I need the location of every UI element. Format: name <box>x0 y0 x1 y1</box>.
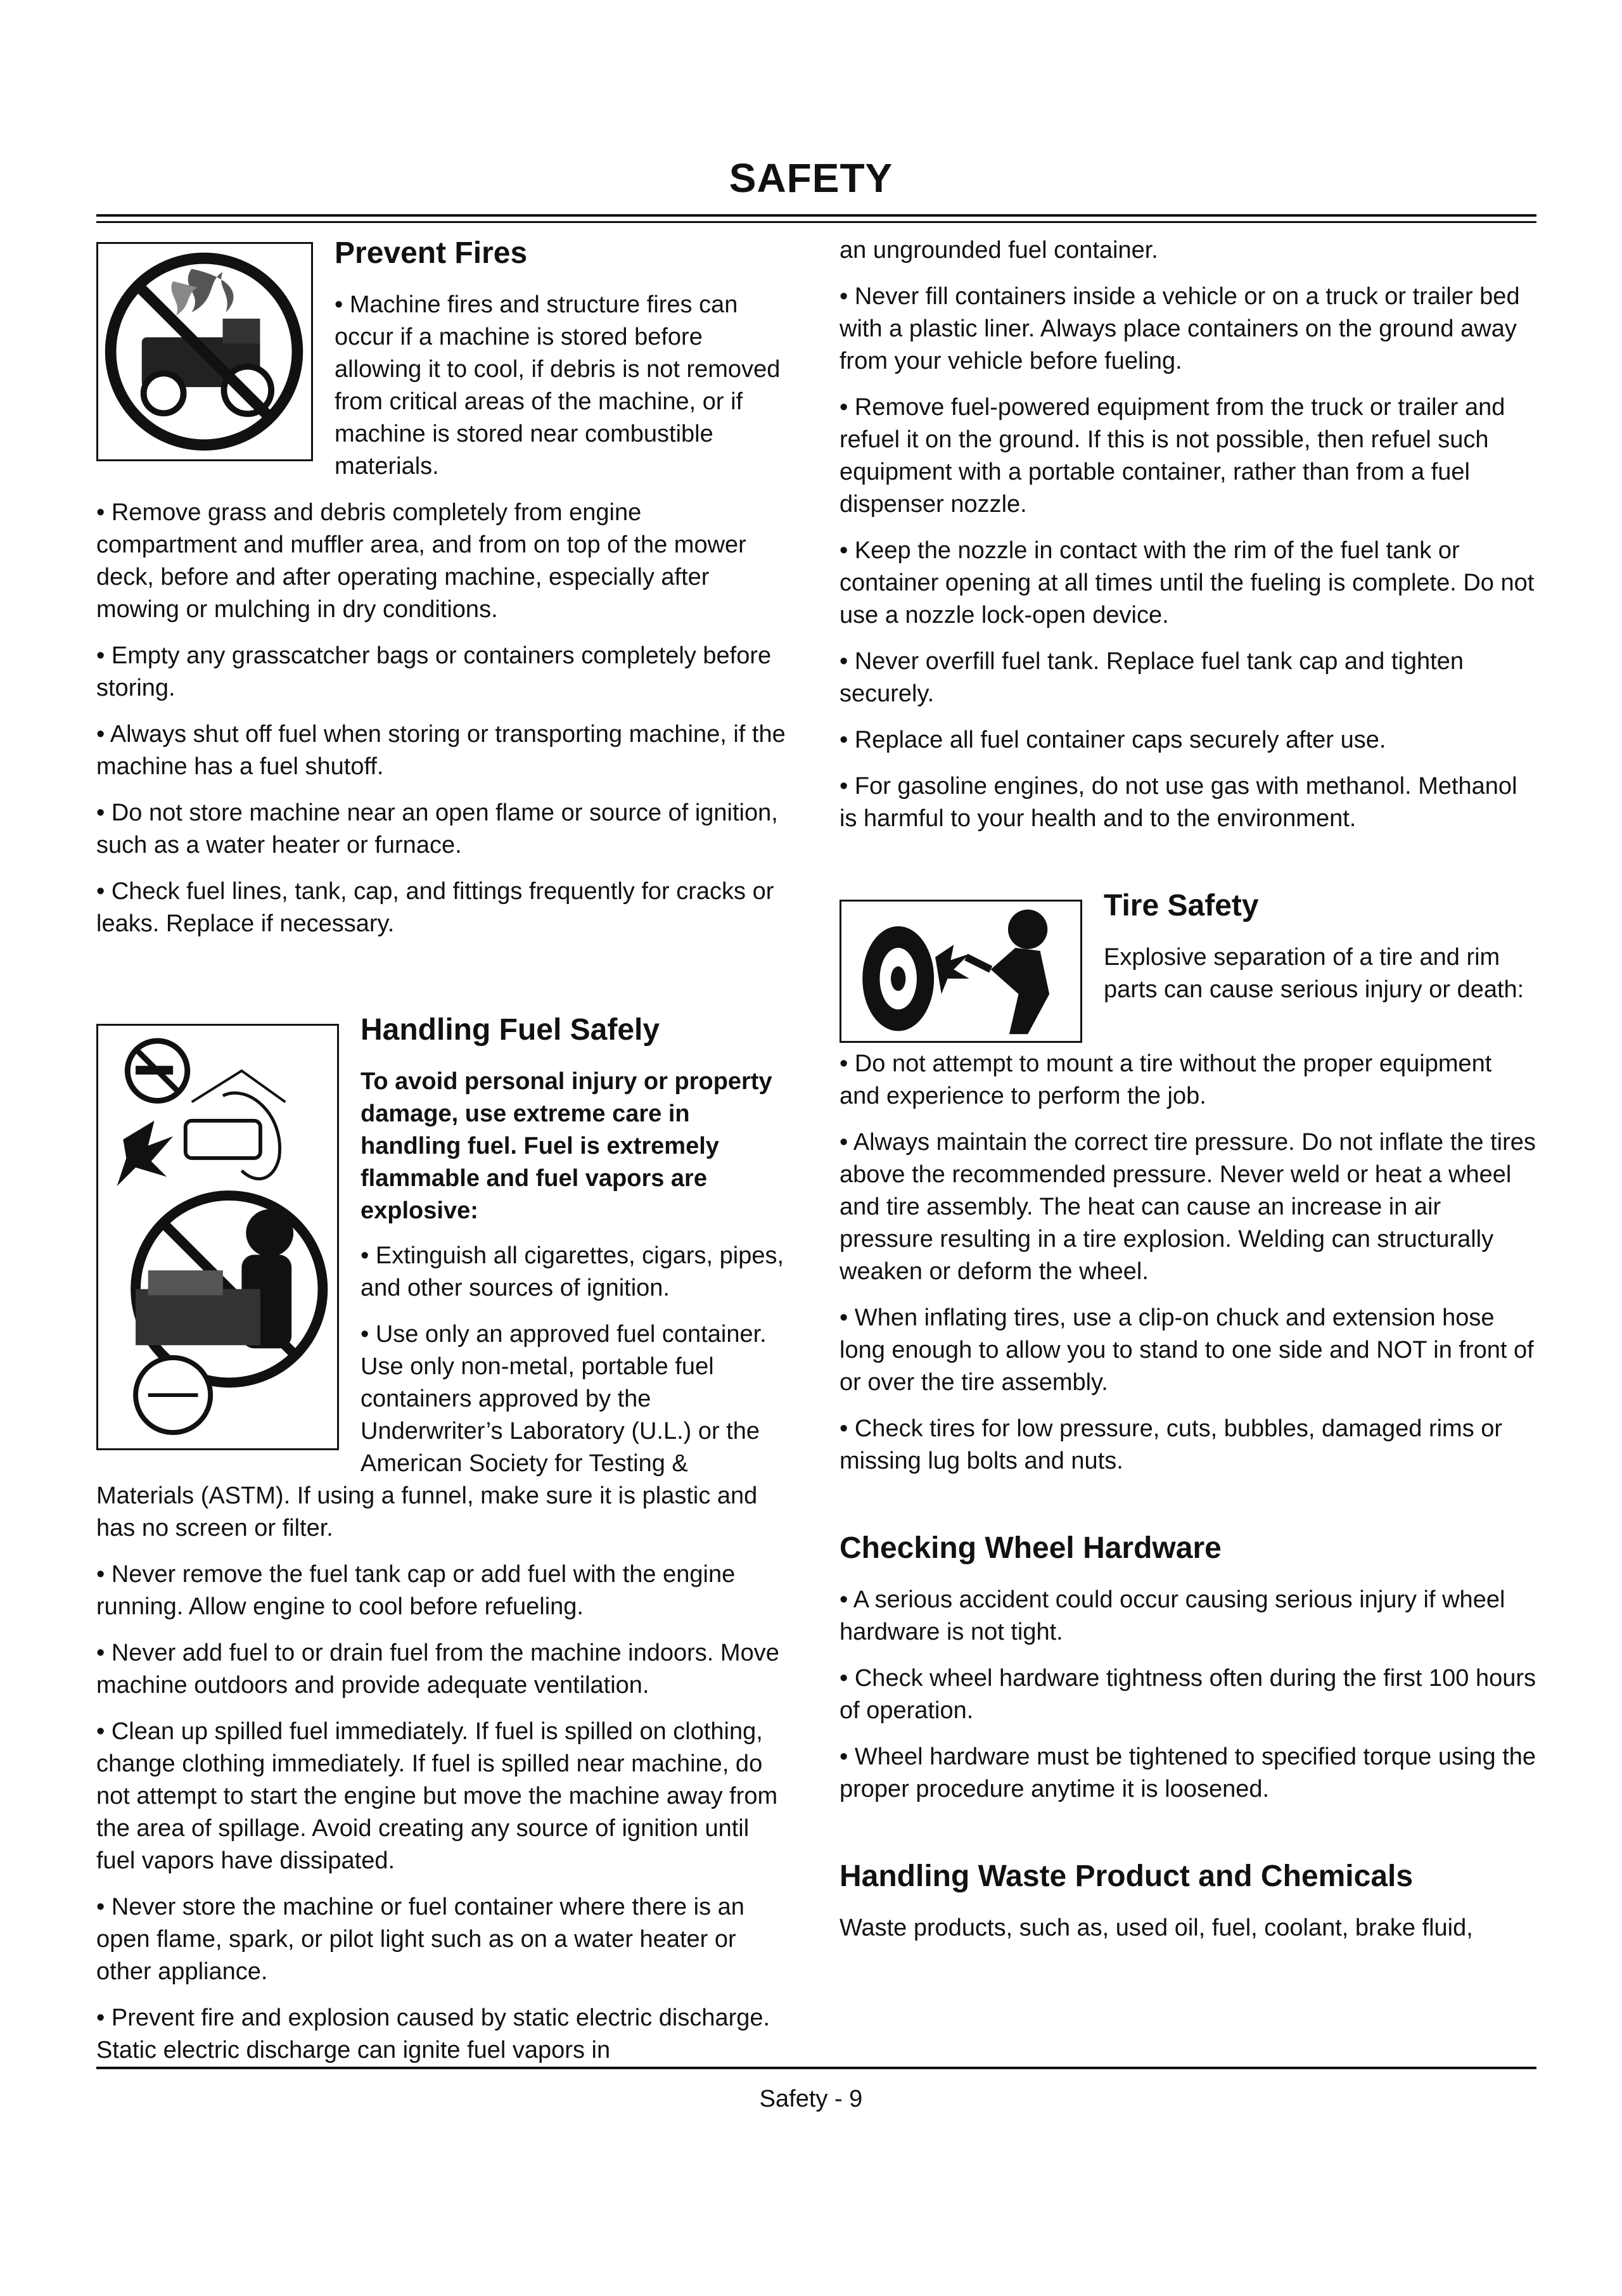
handling-fuel-bullet: • Extinguish all cigarettes, cigars, pipes, and other sources of ignition. <box>361 1242 784 1301</box>
handling-fuel-bullet: • Never store the machine or fuel container where there is an open flame, spark, or pilot light such as on a water heater or other appliance. <box>96 1894 744 1985</box>
no-fire-mower-illustration <box>96 242 313 461</box>
handling-fuel-bullet: • Prevent fire and explosion caused by static electric discharge. Static electric discharge can ignite fuel vapors in <box>96 2005 770 2063</box>
no-fire-icon <box>98 244 311 459</box>
handling-fuel-bullet: • Never add fuel to or drain fuel from the machine indoors. Move machine outdoors and provide adequate ventilation. <box>96 1640 779 1699</box>
prevent-fires-bullet: • Empty any grasscatcher bags or containers completely before storing. <box>96 642 772 701</box>
tire-safety-bullet: • Always maintain the correct tire pressure. Do not inflate the tires above the recommended pressure. Never weld or heat a wheel and tire assembly. The heat can cause an increase in air pressure resulting in a tire explosion. Welding can structurally weaken or deform the wheel. <box>840 1129 1536 1285</box>
wheel-hardware-bullet: • A serious accident could occur causing serious injury if wheel hardware is not tight. <box>840 1586 1505 1645</box>
fuel-continued-bullet: • Remove fuel-powered equipment from the truck or trailer and refuel it on the ground. If this is not possible, then refuel such equipment with a portable container, rather than from a fuel dispenser nozzle. <box>840 394 1505 518</box>
wheel-hardware-bullet: • Wheel hardware must be tightened to specified torque using the proper procedure anytime it is loosened. <box>840 1744 1536 1802</box>
page-title: SAFETY <box>729 155 893 201</box>
waste-heading: Handling Waste Product and Chemicals <box>840 1859 1414 1893</box>
handling-fuel-heading: Handling Fuel Safely <box>361 1013 660 1047</box>
fuel-continued-bullet: • Never overfill fuel tank. Replace fuel tank cap and tighten securely. <box>840 648 1464 707</box>
tire-explosion-icon <box>841 902 1080 1041</box>
tire-safety-bullet: • When inflating tires, use a clip-on chuck and extension hose long enough to allow you to stand to one side and NOT in front of or over the tire assembly. <box>840 1304 1534 1396</box>
prevent-fires-bullet: • Always shut off fuel when storing or transporting machine, if the machine has a fuel shutoff. <box>96 721 786 780</box>
header-rule-secondary <box>96 221 1536 223</box>
fuel-safety-illustration <box>96 1024 339 1450</box>
fuel-continued-text: an ungrounded fuel container. <box>840 237 1158 264</box>
fuel-continued-bullet: • Replace all fuel container caps securely after use. <box>840 727 1386 753</box>
handling-fuel-bullet: • Use only an approved fuel container. Use only non-metal, portable fuel containers approved by the Underwriter’s Laboratory (U.L.) or the American Society for Testing & Materials (ASTM). If using a funnel, make sure it is plastic and has no screen or filter. <box>96 1321 767 1541</box>
left-column <box>96 234 787 2081</box>
no-smoking-fuel-icon <box>98 1026 337 1448</box>
handling-fuel-bullet: • Never remove the fuel tank cap or add fuel with the engine running. Allow engine to cool before refueling. <box>96 1561 736 1620</box>
tire-safety-heading: Tire Safety <box>1104 889 1259 922</box>
fuel-continued-bullet: • Keep the nozzle in contact with the rim of the fuel tank or container opening at all times until the fueling is complete. Do not use a nozzle lock-open device. <box>840 537 1535 628</box>
waste-intro: Waste products, such as, used oil, fuel, coolant, brake fluid, <box>840 1915 1473 1941</box>
tire-explosion-illustration <box>840 900 1082 1043</box>
right-column <box>840 234 1536 1958</box>
handling-fuel-bullet: • Clean up spilled fuel immediately. If fuel is spilled on clothing, change clothing immediately. If fuel is spilled near machine, do not attempt to start the engine but move the machine away from the area of spillage. Avoid creating any source of ignition until fuel vapors have dissipated. <box>96 1718 778 1874</box>
tire-safety-intro: Explosive separation of a tire and rim parts can cause serious injury or death: <box>1104 944 1524 1003</box>
prevent-fires-bullet: • Remove grass and debris completely from engine compartment and muffler area, and from on top of the mower deck, before and after operating machine, especially after mowing or mulching in dry conditions. <box>96 499 746 623</box>
header-rule <box>96 214 1536 217</box>
tire-safety-bullet: • Check tires for low pressure, cuts, bubbles, damaged rims or missing lug bolts and nuts. <box>840 1415 1503 1474</box>
fuel-continued-bullet: • Never fill containers inside a vehicle or on a truck or trailer bed with a plastic liner. Always place containers on the ground away from your vehicle before fueling. <box>840 283 1520 374</box>
footer-rule <box>96 2067 1536 2069</box>
prevent-fires-bullet: • Check fuel lines, tank, cap, and fittings frequently for cracks or leaks. Replace if necessary. <box>96 878 774 937</box>
wheel-hardware-bullet: • Check wheel hardware tightness often during the first 100 hours of operation. <box>840 1665 1536 1724</box>
handling-fuel-warning: To avoid personal injury or property damage, use extreme care in handling fuel. Fuel is extremely flammable and fuel vapors are explosive: <box>361 1068 772 1224</box>
prevent-fires-heading: Prevent Fires <box>335 236 528 270</box>
prevent-fires-intro: • Machine fires and structure fires can occur if a machine is stored before allowing it to cool, if debris is not removed from critical areas of the machine, or if machine is stored near combustible materials. <box>335 291 781 480</box>
fuel-continued-bullet: • For gasoline engines, do not use gas with methanol. Methanol is harmful to your health and to the environment. <box>840 773 1517 832</box>
wheel-hardware-heading: Checking Wheel Hardware <box>840 1531 1222 1565</box>
page-number: Safety - 9 <box>759 2086 863 2112</box>
prevent-fires-bullet: • Do not store machine near an open flame or source of ignition, such as a water heater or furnace. <box>96 800 778 858</box>
tire-safety-bullet: • Do not attempt to mount a tire without the proper equipment and experience to perform the job. <box>840 1050 1492 1109</box>
